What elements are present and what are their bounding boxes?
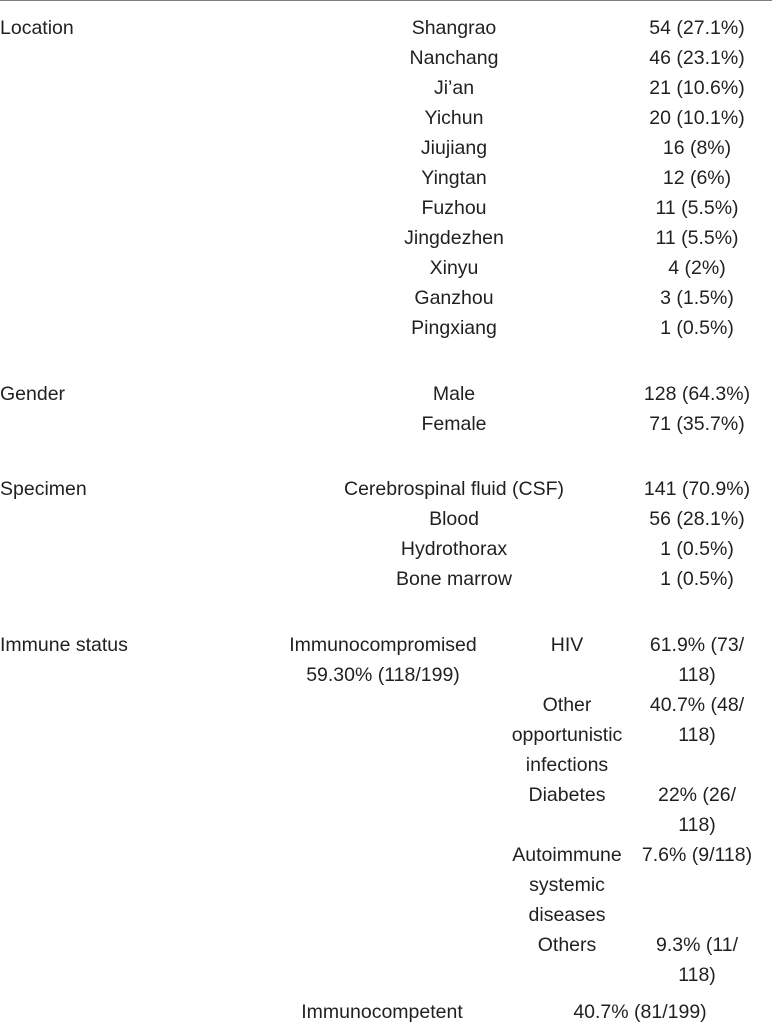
location-value: 20 (10.1%) [649, 107, 745, 129]
specimen-name: Blood [429, 508, 479, 530]
immunocompromised-label: Immunocompromised [289, 634, 477, 656]
specimen-value: 1 (0.5%) [660, 568, 734, 590]
immune-subgroup-name: systemic [529, 874, 605, 896]
location-name: Yichun [424, 107, 484, 129]
location-value: 4 (2%) [668, 257, 726, 279]
location-name: Ganzhou [414, 287, 494, 309]
location-value: 16 (8%) [662, 137, 732, 159]
specimen-name: Cerebrospinal fluid (CSF) [344, 478, 564, 500]
immune-subgroup-name: Other [542, 694, 592, 716]
immune-subgroup-name: infections [525, 754, 609, 776]
location-value: 1 (0.5%) [660, 317, 734, 339]
immune-subgroup-value: 61.9% (73/ [649, 634, 745, 656]
location-name: Jingdezhen [404, 227, 504, 249]
location-value: 21 (10.6%) [649, 77, 745, 99]
immune-subgroup-value: 118) [678, 964, 716, 986]
immune-subgroup-value: 9.3% (11/ [655, 934, 739, 956]
immune-subgroup-name: Diabetes [528, 784, 606, 806]
location-name: Jiujiang [420, 137, 488, 159]
immunocompetent-label: Immunocompetent [301, 1001, 463, 1023]
immunocompromised-percent: 59.30% (118/199) [306, 664, 460, 686]
location-name: Xinyu [429, 257, 479, 279]
specimen-value: 56 (28.1%) [649, 508, 745, 530]
section-label-location: Location [0, 17, 74, 39]
immune-subgroup-name: Autoimmune [512, 844, 622, 866]
immune-subgroup-value: 118) [678, 724, 716, 746]
location-name: Pingxiang [411, 317, 497, 339]
location-value: 12 (6%) [662, 167, 732, 189]
immune-subgroup-value: 118) [678, 814, 716, 836]
immune-subgroup-name: diseases [528, 904, 606, 926]
location-name: Ji’an [433, 77, 475, 99]
immune-subgroup-value: 40.7% (48/ [649, 694, 745, 716]
section-label-gender: Gender [0, 383, 66, 405]
gender-value: 128 (64.3%) [643, 383, 751, 405]
immune-subgroup-value: 7.6% (9/118) [641, 844, 753, 866]
gender-value: 71 (35.7%) [649, 413, 745, 435]
gender-name: Female [421, 413, 487, 435]
immunocompetent-value: 40.7% (81/199) [573, 1001, 707, 1023]
location-value: 3 (1.5%) [660, 287, 734, 309]
table-top-rule [0, 0, 772, 1]
specimen-value: 141 (70.9%) [643, 478, 751, 500]
specimen-name: Hydrothorax [400, 538, 508, 560]
immune-subgroup-name: HIV [550, 634, 584, 656]
immune-subgroup-name: opportunistic [511, 724, 623, 746]
location-name: Nanchang [409, 47, 499, 69]
immune-subgroup-name: Others [537, 934, 597, 956]
immune-subgroup-value: 22% (26/ [657, 784, 737, 806]
gender-name: Male [432, 383, 476, 405]
location-value: 11 (5.5%) [655, 227, 739, 249]
location-name: Shangrao [411, 17, 497, 39]
location-value: 11 (5.5%) [655, 197, 739, 219]
immune-subgroup-value: 118) [678, 664, 716, 686]
section-label-specimen: Specimen [0, 478, 87, 500]
location-name: Fuzhou [421, 197, 487, 219]
location-value: 46 (23.1%) [649, 47, 745, 69]
specimen-value: 1 (0.5%) [660, 538, 734, 560]
location-value: 54 (27.1%) [649, 17, 745, 39]
specimen-name: Bone marrow [396, 568, 512, 590]
location-name: Yingtan [421, 167, 487, 189]
section-label-immune-status: Immune status [0, 634, 128, 656]
